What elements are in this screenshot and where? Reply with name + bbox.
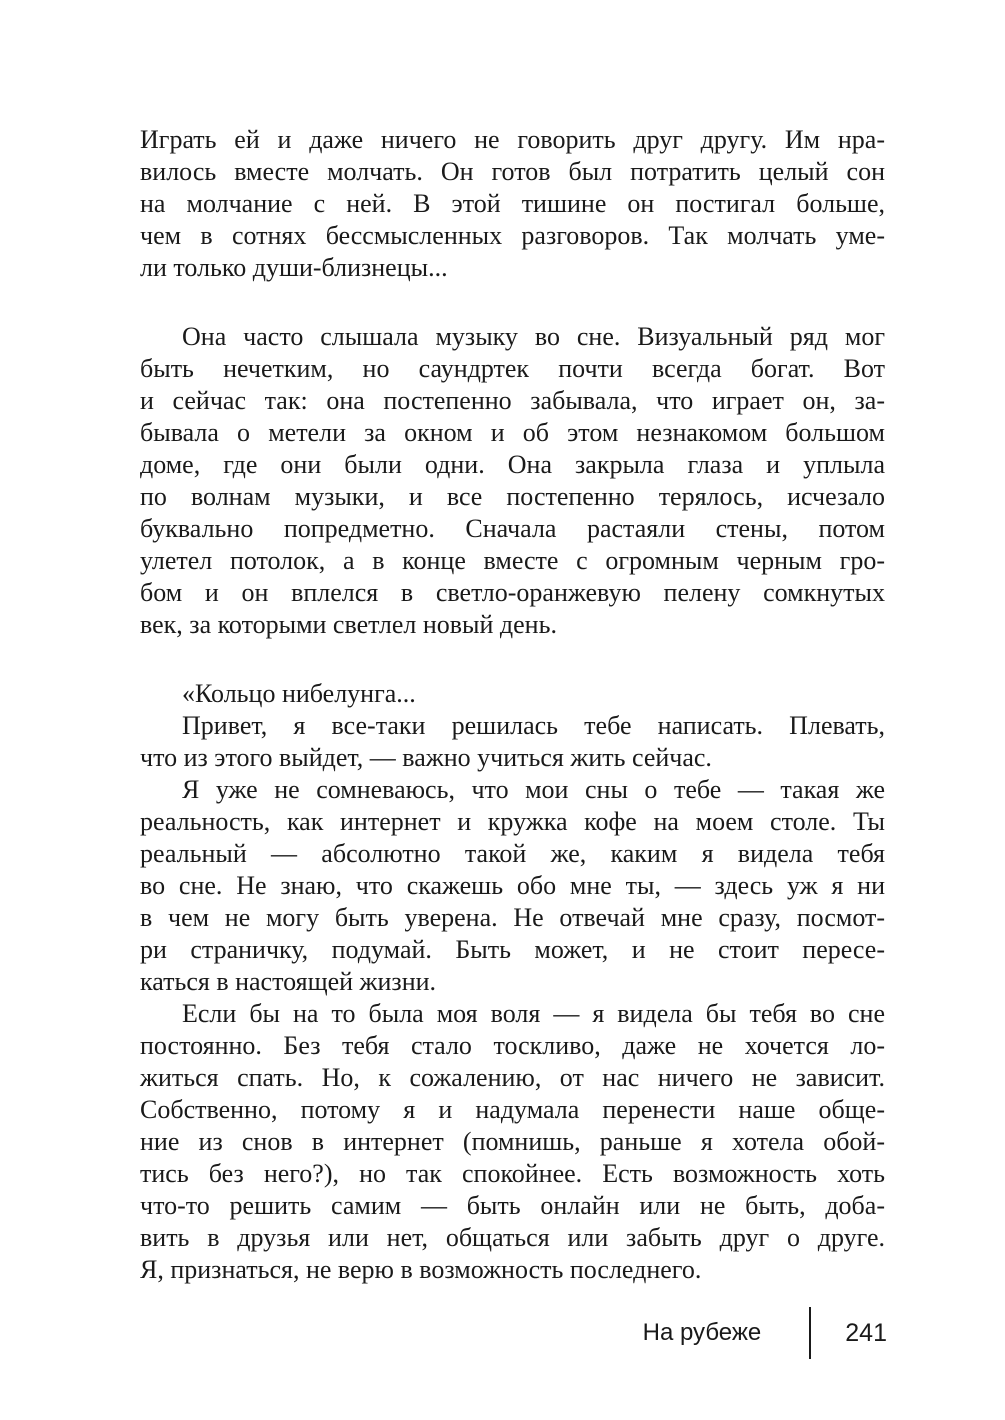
paragraph <box>140 678 885 710</box>
text-line: во сне. Не знаю, что скажешь обо мне ты, — здесь уж я ни <box>140 871 885 900</box>
page-footer <box>0 1306 1005 1360</box>
text-line: житься спать. Но, к сожалению, от нас ничего не зависит. <box>140 1063 885 1092</box>
text-line: Я, признаться, не верю в возможность последнего. <box>140 1255 702 1284</box>
text-line: тись без него?), но так спокойнее. Есть возможность хоть <box>140 1159 885 1188</box>
text-line: ли только души-близнецы... <box>140 253 448 282</box>
text-line: вить в друзья или нет, общаться или забыть друг о друге. <box>140 1223 885 1252</box>
text-line: Привет, я все-таки решилась тебе написать. Плевать, <box>182 711 885 740</box>
text-line: в чем не могу быть уверена. Не отвечай мне сразу, посмот- <box>140 903 885 932</box>
text-line: буквально попредметно. Сначала растаяли стены, потом <box>140 514 885 543</box>
text-line: и сейчас так: она постепенно забывала, что играет он, за- <box>140 386 885 415</box>
text-line: что-то решить самим — быть онлайн или не быть, доба- <box>140 1191 885 1220</box>
paragraph <box>140 124 885 284</box>
text-line: Она часто слышала музыку во сне. Визуальный ряд мог <box>182 322 885 351</box>
text-line: «Кольцо нибелунга... <box>182 679 416 708</box>
text-line: Если бы на то была моя воля — я видела бы тебя во сне <box>182 999 885 1028</box>
running-title: На рубеже <box>642 1319 762 1346</box>
page-text <box>140 124 885 1286</box>
page-number: 241 <box>845 1318 887 1347</box>
paragraph <box>140 321 885 641</box>
text-line: реальный — абсолютно такой же, каким я видела тебя <box>140 839 885 868</box>
paragraph <box>140 710 885 774</box>
text-line: по волнам музыки, и все постепенно терялось, исчезало <box>140 482 885 511</box>
text-line: ри страничку, подумай. Быть может, и не стоит пересе- <box>140 935 885 964</box>
text-line: доме, где они были одни. Она закрыла глаза и уплыла <box>140 450 885 479</box>
text-line: ние из снов в интернет (помнишь, раньше я хотела обой- <box>140 1127 885 1156</box>
text-line: бом и он вплелся в светло-оранжевую пелену сомкнутых <box>140 578 885 607</box>
text-line: что из этого выйдет, — важно учиться жить сейчас. <box>140 743 712 772</box>
text-line: вилось вместе молчать. Он готов был потратить целый сон <box>140 157 885 186</box>
text-line: век, за которыми светлел новый день. <box>140 610 557 639</box>
footer-divider <box>809 1307 811 1359</box>
paragraph <box>140 774 885 998</box>
text-line: на молчание с ней. В этой тишине он постигал больше, <box>140 189 885 218</box>
text-line: реальность, как интернет и кружка кофе на моем столе. Ты <box>140 807 885 836</box>
text-line: постоянно. Без тебя стало тоскливо, даже не хочется ло- <box>140 1031 885 1060</box>
text-line: Собственно, потому я и надумала перенести наше обще- <box>140 1095 885 1124</box>
text-line: Я уже не сомневаюсь, что мои сны о тебе — такая же <box>182 775 885 804</box>
text-line: быть нечетким, но саундртек почти всегда богат. Вот <box>140 354 885 383</box>
text-line: бывала о метели за окном и об этом незнакомом большом <box>140 418 885 447</box>
paragraph <box>140 998 885 1286</box>
text-line: улетел потолок, а в конце вместе с огромным черным гро- <box>140 546 885 575</box>
text-line: каться в настоящей жизни. <box>140 967 437 996</box>
text-line: чем в сотнях бессмысленных разговоров. Так молчать уме- <box>140 221 885 250</box>
text-line: Играть ей и даже ничего не говорить друг другу. Им нра- <box>140 125 885 154</box>
